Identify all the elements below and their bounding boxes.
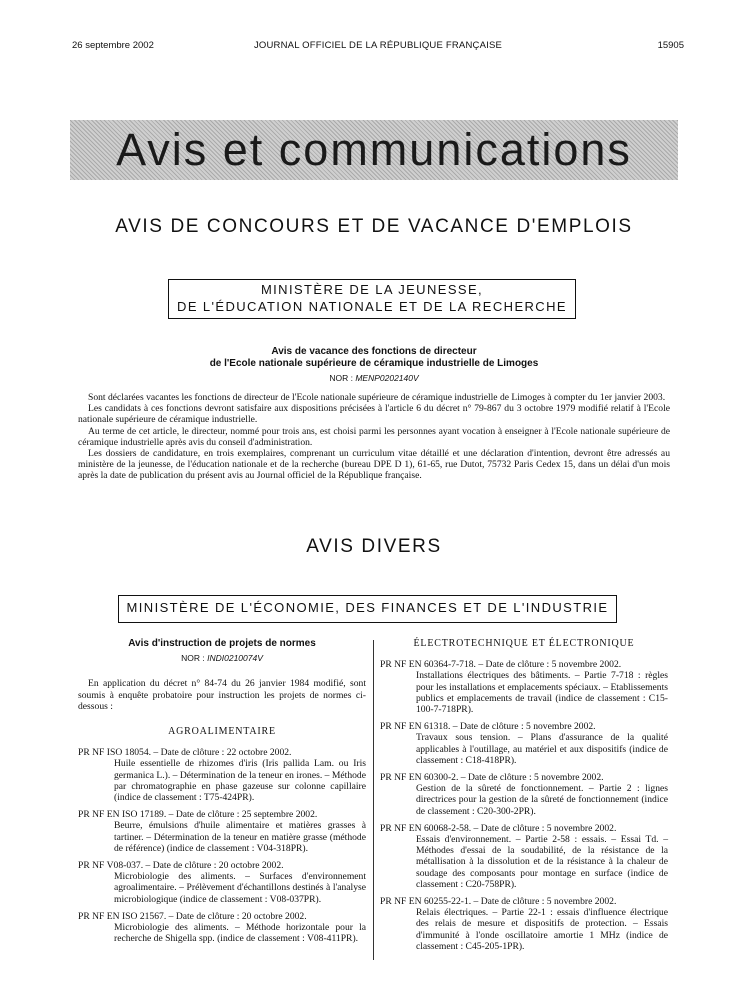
- section-heading-avis-divers: AVIS DIVERS: [306, 536, 442, 557]
- standard-reference: PR NF EN 60255-22-1. – Date de clôture : 5 novembre 2002.: [380, 896, 617, 908]
- header-journal-title: JOURNAL OFFICIEL DE LA RÉPUBLIQUE FRANÇAISE: [253, 40, 503, 51]
- header-page-number: 15905: [657, 40, 684, 51]
- nor-reference-2: [78, 653, 366, 664]
- nor-label: NOR :: [181, 653, 205, 664]
- standard-reference: PR NF EN 61318. – Date de clôture : 5 novembre 2002.: [380, 721, 596, 733]
- standard-reference: PR NF EN 60068-2-58. – Date de clôture : 5 novembre 2002.: [380, 822, 617, 834]
- paragraph: Sont déclarées vacantes les fonctions de directeur de l'Ecole nationale supérieure de céramique industrielle de Limoges à compter du 1er janvier 2003.: [88, 392, 666, 403]
- nor-code: MENP0202140V: [355, 373, 419, 383]
- column-divider: [373, 640, 374, 960]
- ministry-box-education: [168, 279, 576, 319]
- subsection-electrotechnique: ÉLECTROTECHNIQUE ET ÉLECTRONIQUE: [413, 638, 635, 649]
- intro-paragraph: En application du décret n° 84-74 du 26 janvier 1984 modifié, sont soumis à enquête probatoire pour instruction les projets de normes ci-dessous :: [78, 678, 366, 712]
- section-heading-concours: AVIS DE CONCOURS ET DE VACANCE D'EMPLOIS: [115, 216, 633, 237]
- right-column: [380, 638, 668, 958]
- nor-reference-1: [100, 373, 648, 383]
- standard-reference: PR NF EN ISO 21567. – Date de clôture : 20 octobre 2002.: [78, 910, 307, 922]
- standard-reference: PR NF ISO 18054. – Date de clôture : 22 octobre 2002.: [78, 747, 292, 759]
- banner-title: Avis et communications: [116, 124, 632, 175]
- ministry-economie-label: MINISTÈRE DE L'ÉCONOMIE, DES FINANCES ET DE L'INDUSTRIE: [126, 600, 609, 615]
- standard-entry: [380, 896, 668, 952]
- standard-reference: PR NF V08-037. – Date de clôture : 20 octobre 2002.: [78, 860, 284, 872]
- standard-description: Gestion de la sûreté de fonctionnement. – Partie 2 : lignes directrices pour la gestion de la sûreté de fonctionnement (indice de classement : C20-300-2PR).: [416, 783, 668, 817]
- standard-description: Essais d'environnement. – Partie 2-58 : essais. – Essai Td. – Méthodes d'essai de la soudabilité, de la résistance de la métallisation à la dissolution et de la résistance à la chaleur de soudage des composants pour montage en surface (indice de classement : C20-758PR).: [416, 834, 668, 890]
- ministry-line-1: MINISTÈRE DE LA JEUNESSE,: [260, 282, 484, 297]
- standard-entry: [78, 809, 366, 854]
- standard-reference: PR NF EN 60364-7-718. – Date de clôture : 5 novembre 2002.: [380, 659, 622, 671]
- standard-reference: PR NF EN ISO 17189. – Date de clôture : 25 septembre 2002.: [78, 809, 318, 821]
- left-column: [78, 638, 366, 950]
- standard-entry: [380, 823, 668, 890]
- paragraph: Les candidats à ces fonctions devront satisfaire aux dispositions précisées à l'article 6 du décret n° 79-867 du 3 octobre 1979 modifié relatif à l'Ecole nationale supérieure de céramique industrielle.: [78, 403, 670, 426]
- standard-entry: [380, 772, 668, 817]
- ministry-box-economie: [118, 595, 617, 623]
- paragraph: Les dossiers de candidature, en trois exemplaires, comprenant un curriculum vitae détaillé et une déclaration d'intention, devront être adressés au ministère de la jeunesse, de l'éducation nationale et de la recherche (bureau DPE D 1), 61-65, rue Dutot, 75732 Paris Cedex 15, dans un délai d'un mois après la date de publication du présent avis au Journal officiel de la République française.: [78, 448, 670, 482]
- standard-description: Huile essentielle de rhizomes d'iris (Iris pallida Lam. ou Iris germanica L.). – Détermination de la teneur en irones. – Méthode par chromatographie en phase gazeuse sur colonne capillaire (indice de classement : T75-424PR).: [114, 758, 366, 804]
- vacance-body: [78, 392, 670, 482]
- nor-code: INDI0210074V: [207, 653, 263, 664]
- standard-entry: [78, 860, 366, 905]
- paragraph: Au terme de cet article, le directeur, nommé pour trois ans, est choisi parmi les personnes ayant vocation à enseigner à l'Ecole nationale supérieure de céramique industrielle après avis du conseil d'administration.: [78, 425, 670, 448]
- standard-entry: [78, 747, 366, 803]
- subsection-agroalimentaire: AGROALIMENTAIRE: [168, 726, 276, 738]
- standard-description: Installations électriques des bâtiments. – Partie 7-718 : règles pour les installations et emplacements spéciaux. – Etablissements publics et emplacements de travail (indice de classement : C15-100-7-718PR).: [416, 670, 668, 716]
- standard-entry: [78, 911, 366, 945]
- standard-description: Travaux sous tension. – Plans d'assurance de la qualité applicables à l'outillage, au matériel et aux dispositifs (indice de classement : C18-418PR).: [416, 732, 668, 766]
- notice-title-normes: Avis d'instruction de projets de normes: [128, 638, 316, 649]
- standard-description: Microbiologie des aliments. – Surfaces d'environnement agroalimentaire. – Prélèvement d'échantillons destinés à l'analyse microbiologique (indice de classement : V08-037PR).: [114, 871, 366, 905]
- section-banner: [70, 120, 678, 180]
- notice-title-vacance: [100, 346, 648, 370]
- standard-description: Relais électriques. – Partie 22-1 : essais d'influence électrique des relais de mesure et dispositifs de protection. – Essais d'immunité à l'onde oscillatoire amortie 1 MHz (indice de classement : C45-205-1PR).: [416, 907, 668, 952]
- standard-description: Beurre, émulsions d'huile alimentaire et matières grasses à tartiner. – Détermination de la teneur en matière grasse (méthode de référence) (indice de classement : V04-318PR).: [114, 820, 366, 854]
- ministry-line-2: DE L'ÉDUCATION NATIONALE ET DE LA RECHERCHE: [177, 299, 567, 314]
- standard-entry: [380, 659, 668, 715]
- notice-title-line-1: Avis de vacance des fonctions de directeur: [271, 346, 477, 357]
- left-entry-list: [78, 747, 366, 944]
- header-date: 26 septembre 2002: [72, 40, 154, 51]
- standard-reference: PR NF EN 60300-2. – Date de clôture : 5 novembre 2002.: [380, 772, 604, 784]
- notice-title-line-2: de l'Ecole nationale supérieure de céramique industrielle de Limoges: [209, 358, 539, 369]
- running-header: [72, 40, 684, 54]
- nor-label: NOR :: [329, 373, 353, 383]
- right-entry-list: [380, 659, 668, 952]
- standard-description: Microbiologie des aliments. – Méthode horizontale pour la recherche de Shigella spp. (indice de classement : V08-411PR).: [114, 922, 366, 945]
- standard-entry: [380, 721, 668, 766]
